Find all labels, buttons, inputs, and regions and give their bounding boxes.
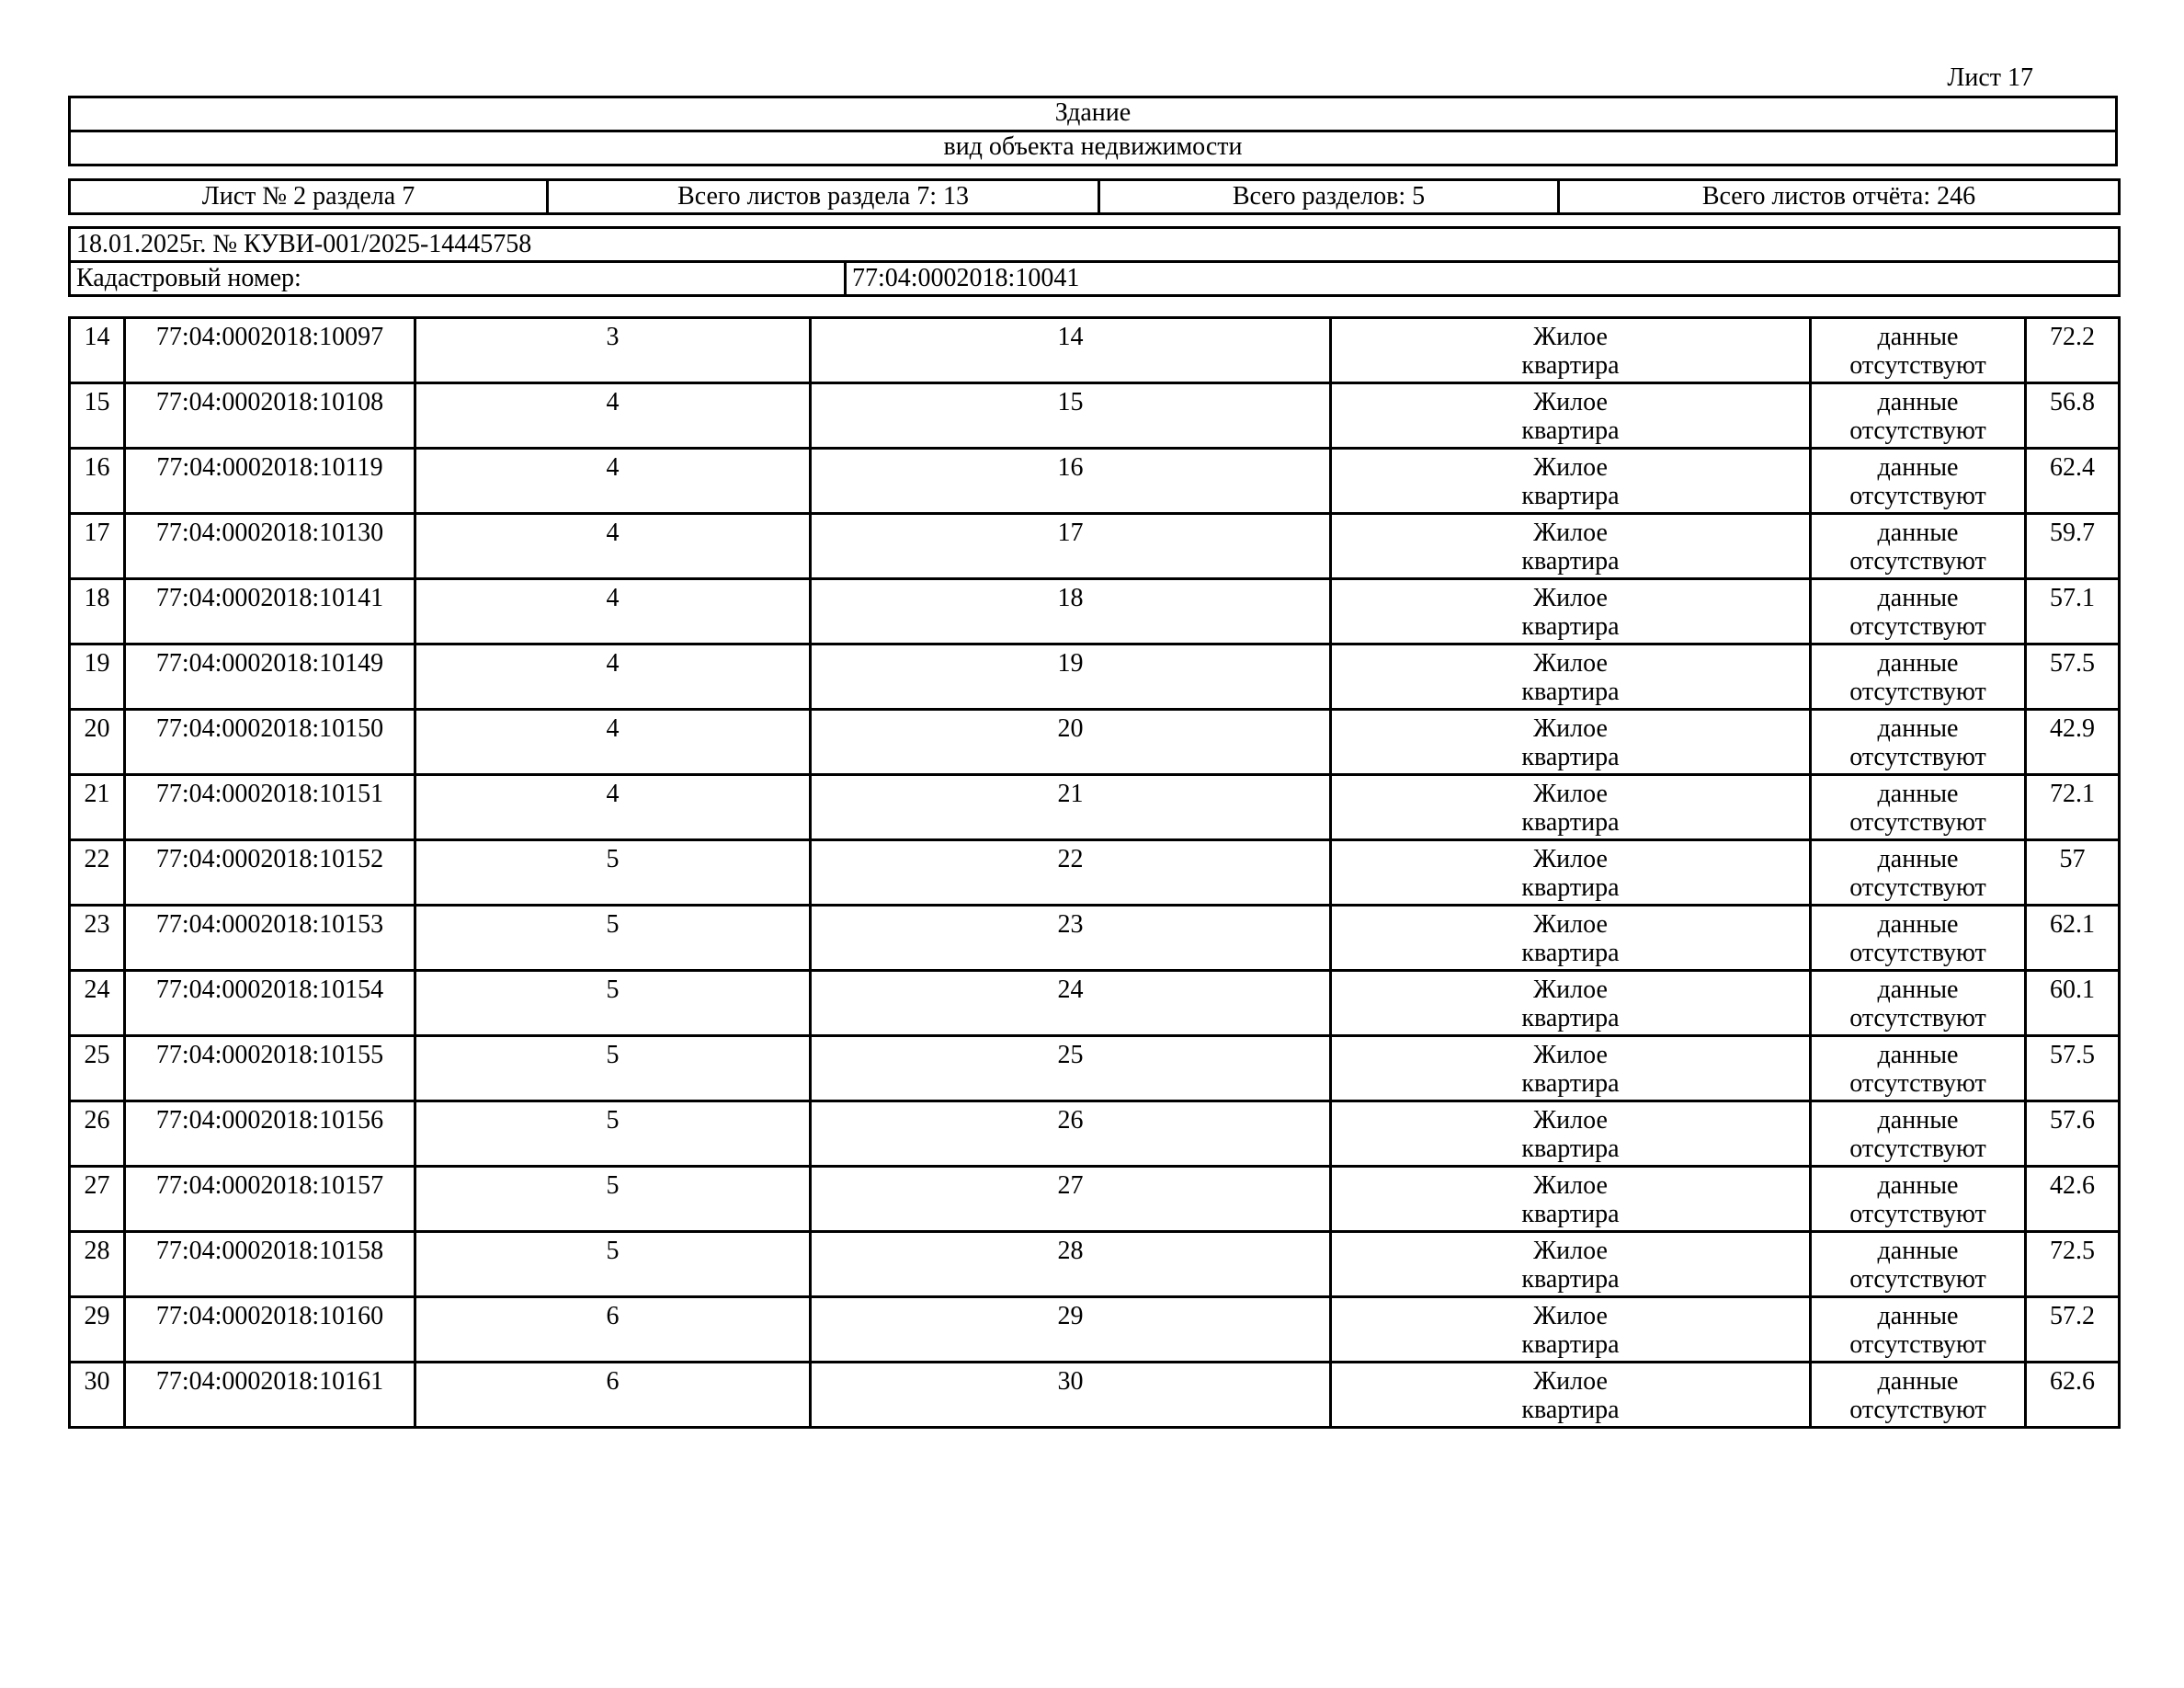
premises-number: 30 xyxy=(811,1363,1331,1428)
row-number: 15 xyxy=(70,383,125,449)
premises-number: 23 xyxy=(811,906,1331,971)
data-status-line-2: отсутствуют xyxy=(1849,678,1986,706)
cadastral-number: 77:04:0002018:10161 xyxy=(125,1363,415,1428)
premises-purpose-line-2: квартира xyxy=(1521,678,1620,706)
premises-purpose-line-2: квартира xyxy=(1521,873,1620,902)
cadastral-number: 77:04:0002018:10108 xyxy=(125,383,415,449)
data-status-line-1: данные xyxy=(1877,910,1959,939)
premises-purpose-line-2: квартира xyxy=(1521,1265,1620,1294)
cadastral-number: 77:04:0002018:10160 xyxy=(125,1297,415,1363)
premises-purpose-line-1: Жилое xyxy=(1533,1171,1608,1200)
area-value: 72.2 xyxy=(2026,318,2120,383)
floor-number: 4 xyxy=(415,644,811,710)
data-status-line-1: данные xyxy=(1877,714,1959,743)
premises-purpose-line-1: Жилое xyxy=(1533,519,1608,547)
premises-purpose-line-2: квартира xyxy=(1521,416,1620,445)
row-number: 22 xyxy=(70,840,125,906)
cadastral-number: 77:04:0002018:10156 xyxy=(125,1101,415,1167)
premises-purpose-line-1: Жилое xyxy=(1533,649,1608,678)
premises-number: 21 xyxy=(811,775,1331,840)
row-number: 18 xyxy=(70,579,125,644)
premises-purpose-line-1: Жилое xyxy=(1533,1237,1608,1265)
area-value: 59.7 xyxy=(2026,514,2120,579)
premises-purpose-line-2: квартира xyxy=(1521,808,1620,837)
area-value: 57.1 xyxy=(2026,579,2120,644)
premises-purpose-line-2: квартира xyxy=(1521,743,1620,771)
premises-number: 19 xyxy=(811,644,1331,710)
object-type: Здание xyxy=(70,97,2117,131)
data-status xyxy=(1811,710,2026,775)
premises-number: 27 xyxy=(811,1167,1331,1232)
row-number: 23 xyxy=(70,906,125,971)
data-status-line-2: отсутствуют xyxy=(1849,416,1986,445)
data-status-line-2: отсутствуют xyxy=(1849,808,1986,837)
cadastral-number: 77:04:0002018:10149 xyxy=(125,644,415,710)
table-row xyxy=(70,1232,2120,1297)
area-value: 60.1 xyxy=(2026,971,2120,1036)
data-status xyxy=(1811,1101,2026,1167)
area-value: 56.8 xyxy=(2026,383,2120,449)
row-number: 19 xyxy=(70,644,125,710)
cadastral-value: 77:04:0002018:10041 xyxy=(846,262,2120,296)
data-status-line-1: данные xyxy=(1877,323,1959,351)
premises-purpose-line-1: Жилое xyxy=(1533,780,1608,808)
area-value: 57.5 xyxy=(2026,1036,2120,1101)
premises-purpose-line-2: квартира xyxy=(1521,939,1620,967)
premises-purpose-line-2: квартира xyxy=(1521,547,1620,576)
table-row xyxy=(70,840,2120,906)
row-number: 25 xyxy=(70,1036,125,1101)
data-status xyxy=(1811,579,2026,644)
area-value: 72.5 xyxy=(2026,1232,2120,1297)
data-status-line-1: данные xyxy=(1877,584,1959,612)
data-status-line-2: отсутствуют xyxy=(1849,873,1986,902)
premises-purpose xyxy=(1331,1167,1811,1232)
data-status xyxy=(1811,1297,2026,1363)
premises-purpose xyxy=(1331,383,1811,449)
data-status-line-1: данные xyxy=(1877,388,1959,416)
floor-number: 5 xyxy=(415,1232,811,1297)
premises-purpose xyxy=(1331,318,1811,383)
table-row xyxy=(70,1036,2120,1101)
floor-number: 5 xyxy=(415,1167,811,1232)
data-status xyxy=(1811,775,2026,840)
premises-purpose-line-2: квартира xyxy=(1521,1069,1620,1098)
table-row xyxy=(70,775,2120,840)
table-row xyxy=(70,449,2120,514)
premises-purpose xyxy=(1331,1101,1811,1167)
premises-number: 20 xyxy=(811,710,1331,775)
row-number: 30 xyxy=(70,1363,125,1428)
data-status xyxy=(1811,449,2026,514)
premises-purpose xyxy=(1331,449,1811,514)
premises-purpose-line-1: Жилое xyxy=(1533,453,1608,482)
data-status-line-1: данные xyxy=(1877,1302,1959,1330)
premises-number: 26 xyxy=(811,1101,1331,1167)
row-number: 24 xyxy=(70,971,125,1036)
data-status xyxy=(1811,1363,2026,1428)
sheet-number: Лист 17 xyxy=(1947,63,2033,92)
area-value: 57 xyxy=(2026,840,2120,906)
total-sheets-report: Всего листов отчёта: 246 xyxy=(1559,180,2120,214)
premises-number: 25 xyxy=(811,1036,1331,1101)
row-number: 14 xyxy=(70,318,125,383)
table-row xyxy=(70,579,2120,644)
area-value: 57.6 xyxy=(2026,1101,2120,1167)
premises-number: 16 xyxy=(811,449,1331,514)
premises-purpose xyxy=(1331,579,1811,644)
data-status xyxy=(1811,514,2026,579)
area-value: 42.6 xyxy=(2026,1167,2120,1232)
floor-number: 5 xyxy=(415,1101,811,1167)
premises-purpose-line-2: квартира xyxy=(1521,1396,1620,1424)
data-status-line-2: отсутствуют xyxy=(1849,1200,1986,1228)
data-status xyxy=(1811,644,2026,710)
premises-purpose xyxy=(1331,1297,1811,1363)
premises-purpose-line-1: Жилое xyxy=(1533,845,1608,873)
data-status-line-1: данные xyxy=(1877,1041,1959,1069)
row-number: 21 xyxy=(70,775,125,840)
cadastral-number: 77:04:0002018:10153 xyxy=(125,906,415,971)
data-status-line-2: отсутствуют xyxy=(1849,1069,1986,1098)
row-number: 20 xyxy=(70,710,125,775)
data-status-line-1: данные xyxy=(1877,1367,1959,1396)
premises-purpose xyxy=(1331,1232,1811,1297)
data-status xyxy=(1811,318,2026,383)
premises-purpose-line-1: Жилое xyxy=(1533,388,1608,416)
table-row xyxy=(70,644,2120,710)
premises-purpose-line-1: Жилое xyxy=(1533,1106,1608,1135)
premises-number: 28 xyxy=(811,1232,1331,1297)
premises-purpose xyxy=(1331,971,1811,1036)
data-status xyxy=(1811,906,2026,971)
floor-number: 4 xyxy=(415,514,811,579)
area-value: 57.2 xyxy=(2026,1297,2120,1363)
premises-purpose-line-2: квартира xyxy=(1521,1330,1620,1359)
data-status-line-2: отсутствуют xyxy=(1849,482,1986,510)
premises-purpose xyxy=(1331,840,1811,906)
area-value: 57.5 xyxy=(2026,644,2120,710)
floor-number: 4 xyxy=(415,579,811,644)
floor-number: 4 xyxy=(415,449,811,514)
table-row xyxy=(70,906,2120,971)
cadastral-number: 77:04:0002018:10097 xyxy=(125,318,415,383)
data-status-line-1: данные xyxy=(1877,780,1959,808)
premises-purpose-line-2: квартира xyxy=(1521,1135,1620,1163)
sheet-of-section: Лист № 2 раздела 7 xyxy=(70,180,548,214)
premises-table xyxy=(68,316,2121,1429)
document-info-table xyxy=(68,226,2121,297)
cadastral-number: 77:04:0002018:10141 xyxy=(125,579,415,644)
data-status-line-1: данные xyxy=(1877,453,1959,482)
cadastral-number: 77:04:0002018:10152 xyxy=(125,840,415,906)
row-number: 26 xyxy=(70,1101,125,1167)
data-status-line-2: отсутствуют xyxy=(1849,743,1986,771)
area-value: 42.9 xyxy=(2026,710,2120,775)
total-sheets-section: Всего листов раздела 7: 13 xyxy=(548,180,1099,214)
cadastral-number: 77:04:0002018:10150 xyxy=(125,710,415,775)
floor-number: 5 xyxy=(415,971,811,1036)
data-status-line-2: отсутствуют xyxy=(1849,351,1986,380)
premises-purpose xyxy=(1331,775,1811,840)
cadastral-number: 77:04:0002018:10154 xyxy=(125,971,415,1036)
cadastral-number: 77:04:0002018:10119 xyxy=(125,449,415,514)
data-status-line-1: данные xyxy=(1877,845,1959,873)
data-status xyxy=(1811,840,2026,906)
premises-number: 22 xyxy=(811,840,1331,906)
table-row xyxy=(70,514,2120,579)
total-sections: Всего разделов: 5 xyxy=(1099,180,1559,214)
premises-purpose xyxy=(1331,514,1811,579)
area-value: 62.1 xyxy=(2026,906,2120,971)
floor-number: 4 xyxy=(415,710,811,775)
premises-number: 18 xyxy=(811,579,1331,644)
floor-number: 5 xyxy=(415,1036,811,1101)
table-row xyxy=(70,1101,2120,1167)
data-status-line-2: отсутствуют xyxy=(1849,547,1986,576)
premises-purpose-line-2: квартира xyxy=(1521,612,1620,641)
cadastral-number: 77:04:0002018:10157 xyxy=(125,1167,415,1232)
data-status-line-2: отсутствуют xyxy=(1849,1396,1986,1424)
row-number: 28 xyxy=(70,1232,125,1297)
data-status xyxy=(1811,1167,2026,1232)
data-status-line-2: отсутствуют xyxy=(1849,1004,1986,1032)
data-status-line-2: отсутствуют xyxy=(1849,939,1986,967)
data-status-line-1: данные xyxy=(1877,649,1959,678)
floor-number: 6 xyxy=(415,1363,811,1428)
floor-number: 5 xyxy=(415,840,811,906)
table-row xyxy=(70,1363,2120,1428)
area-value: 72.1 xyxy=(2026,775,2120,840)
premises-purpose-line-1: Жилое xyxy=(1533,714,1608,743)
table-row xyxy=(70,318,2120,383)
data-status-line-1: данные xyxy=(1877,975,1959,1004)
object-title-table xyxy=(68,96,2118,166)
data-status-line-1: данные xyxy=(1877,519,1959,547)
table-row xyxy=(70,710,2120,775)
premises-purpose xyxy=(1331,644,1811,710)
data-status-line-2: отсутствуют xyxy=(1849,1135,1986,1163)
data-status-line-1: данные xyxy=(1877,1106,1959,1135)
premises-purpose-line-1: Жилое xyxy=(1533,323,1608,351)
premises-purpose-line-2: квартира xyxy=(1521,482,1620,510)
premises-purpose-line-1: Жилое xyxy=(1533,584,1608,612)
object-kind-caption: вид объекта недвижимости xyxy=(70,131,2117,165)
cadastral-number: 77:04:0002018:10130 xyxy=(125,514,415,579)
floor-number: 6 xyxy=(415,1297,811,1363)
premises-purpose-line-1: Жилое xyxy=(1533,975,1608,1004)
premises-purpose-line-2: квартира xyxy=(1521,1200,1620,1228)
cadastral-number: 77:04:0002018:10155 xyxy=(125,1036,415,1101)
row-number: 29 xyxy=(70,1297,125,1363)
table-row xyxy=(70,1167,2120,1232)
premises-purpose-line-1: Жилое xyxy=(1533,910,1608,939)
premises-purpose-line-1: Жилое xyxy=(1533,1367,1608,1396)
table-row xyxy=(70,971,2120,1036)
row-number: 16 xyxy=(70,449,125,514)
table-row xyxy=(70,383,2120,449)
data-status xyxy=(1811,1036,2026,1101)
sheet-counts-table xyxy=(68,178,2121,215)
cadastral-label: Кадастровый номер: xyxy=(70,262,846,296)
premises-number: 17 xyxy=(811,514,1331,579)
premises-purpose xyxy=(1331,1363,1811,1428)
cadastral-number: 77:04:0002018:10151 xyxy=(125,775,415,840)
table-row xyxy=(70,1297,2120,1363)
premises-purpose xyxy=(1331,710,1811,775)
data-status xyxy=(1811,383,2026,449)
area-value: 62.4 xyxy=(2026,449,2120,514)
cadastral-number: 77:04:0002018:10158 xyxy=(125,1232,415,1297)
data-status-line-1: данные xyxy=(1877,1171,1959,1200)
premises-number: 29 xyxy=(811,1297,1331,1363)
document-date-number: 18.01.2025г. № КУВИ-001/2025-14445758 xyxy=(70,228,2120,262)
floor-number: 4 xyxy=(415,775,811,840)
premises-purpose-line-1: Жилое xyxy=(1533,1302,1608,1330)
data-status-line-1: данные xyxy=(1877,1237,1959,1265)
floor-number: 5 xyxy=(415,906,811,971)
data-status-line-2: отсутствуют xyxy=(1849,1330,1986,1359)
floor-number: 3 xyxy=(415,318,811,383)
data-status-line-2: отсутствуют xyxy=(1849,612,1986,641)
row-number: 27 xyxy=(70,1167,125,1232)
data-status xyxy=(1811,971,2026,1036)
premises-purpose-line-2: квартира xyxy=(1521,351,1620,380)
premises-purpose xyxy=(1331,1036,1811,1101)
row-number: 17 xyxy=(70,514,125,579)
premises-number: 24 xyxy=(811,971,1331,1036)
data-status-line-2: отсутствуют xyxy=(1849,1265,1986,1294)
premises-purpose-line-2: квартира xyxy=(1521,1004,1620,1032)
premises-purpose-line-1: Жилое xyxy=(1533,1041,1608,1069)
premises-purpose xyxy=(1331,906,1811,971)
premises-number: 15 xyxy=(811,383,1331,449)
floor-number: 4 xyxy=(415,383,811,449)
premises-number: 14 xyxy=(811,318,1331,383)
data-status xyxy=(1811,1232,2026,1297)
area-value: 62.6 xyxy=(2026,1363,2120,1428)
